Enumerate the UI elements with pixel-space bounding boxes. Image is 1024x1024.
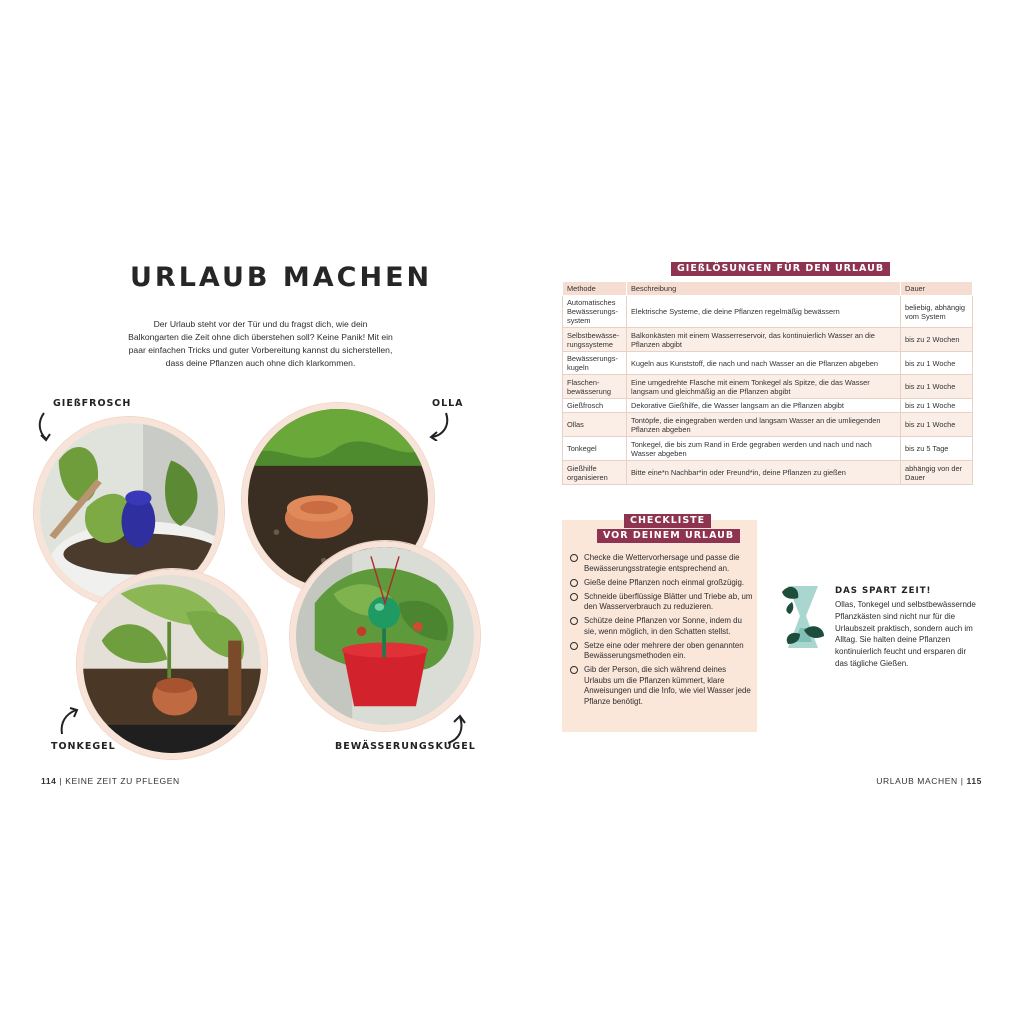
checklist-item-text: Checke die Wettervorhersage und passe die Bewässerungsstrategie entsprechend an. [584,553,740,573]
table-row [563,296,973,328]
checklist-item-text: Schneide überflüssige Blätter und Triebe ab, um den Wasserverbrauch zu reduzieren. [584,591,753,611]
table-row [563,328,973,352]
running-head-left: KEINE ZEIT ZU PFLEGEN [65,776,180,786]
cell-beschreibung: Eine umgedrehte Flasche mit einem Tonkegel als Spitze, die das Wasser langsam und gleichmäßig an die Pflanzen abgibt [627,375,901,399]
cell-beschreibung: Kugeln aus Kunststoff, die nach und nach Wasser an die Pflanzen abgeben [627,352,901,375]
cell-methode: Gießhilfe organisieren [563,461,627,485]
checkbox-circle-icon [570,579,578,587]
checklist-item [570,665,754,707]
cell-dauer: bis zu 1 Woche [901,413,973,437]
checklist-item-text: Schütze deine Pflanzen vor Sonne, indem du sie, wenn möglich, in den Schatten stellst. [584,616,742,636]
header-methode: Methode [563,282,627,296]
checkbox-circle-icon [570,617,578,625]
cell-dauer: bis zu 1 Woche [901,399,973,413]
cell-dauer: bis zu 2 Wochen [901,328,973,352]
label-bewaesserungskugel: BEWÄSSERUNGSKUGEL [335,741,476,752]
label-olla: OLLA [432,398,464,409]
cell-methode: Automatisches Bewässerungssystem [563,296,627,328]
arrow-bewaesserungskugel-icon [444,713,466,745]
table-header-row [563,282,973,296]
checkbox-circle-icon [570,593,578,601]
checklist-title-line2: VOR DEINEM URLAUB [597,529,740,543]
table-row [563,461,973,485]
checklist-item [570,641,754,662]
photo-bewaesserungskugel [290,541,480,731]
cell-methode: Gießfrosch [563,399,627,413]
intro-paragraph: Der Urlaub steht vor der Tür und du fragst dich, wie dein Balkongarten die Zeit ohne dich überstehen soll? Keine Panik! Mit ein paar einfachen Tricks und guter Vorbereitung kannst du sicherstellen, dass deine Pflanzen auch ohne dich klarkommen. [128,319,393,368]
arrow-tonkegel-icon [58,706,80,736]
checkbox-circle-icon [570,642,578,650]
cell-methode: Flaschenbewässerung [563,375,627,399]
cell-beschreibung: Elektrische Systeme, die deine Pflanzen regelmäßig bewässern [627,296,901,328]
tip-title: DAS SPART ZEIT! [835,586,932,596]
hourglass-leaf-icon [780,582,826,652]
header-beschreibung: Beschreibung [627,282,901,296]
cell-beschreibung: Balkonkästen mit einem Wasserreservoir, das kontinuierlich Wasser an die Pflanzen abgibt [627,328,901,352]
table-row [563,437,973,461]
cell-beschreibung: Dekorative Gießhilfe, die Wasser langsam an die Pflanzen abgibt [627,399,901,413]
cell-dauer: bis zu 1 Woche [901,352,973,375]
cell-methode: Selbstbewässerungssysteme [563,328,627,352]
cell-beschreibung: Tontöpfe, die eingegraben werden und langsam Wasser an die umliegenden Pflanzen abgeben [627,413,901,437]
checkbox-circle-icon [570,554,578,562]
cell-methode: Tonkegel [563,437,627,461]
cell-methode: Ollas [563,413,627,437]
cell-dauer: beliebig, abhängig vom System [901,296,973,328]
checklist-title-line1: CHECKLISTE [624,514,711,528]
label-tonkegel: TONKEGEL [51,741,116,752]
checkbox-circle-icon [570,666,578,674]
page-number-left: 114 [41,776,57,786]
cell-beschreibung: Bitte eine*n Nachbar*in oder Freund*in, deine Pflanzen zu gießen [627,461,901,485]
folio-right: URLAUB MACHEN | 115 [876,776,982,786]
table-row [563,413,973,437]
cell-dauer: bis zu 5 Tage [901,437,973,461]
cell-dauer: abhängig von der Dauer [901,461,973,485]
checklist-item [570,616,754,637]
cell-dauer: bis zu 1 Woche [901,375,973,399]
table-title: GIEßLÖSUNGEN FÜR DEN URLAUB [671,262,890,276]
checklist-item [570,578,754,589]
photo-tonkegel [77,569,267,759]
checklist-item [570,553,754,574]
cell-beschreibung: Tonkegel, die bis zum Rand in Erde gegraben werden und nach und nach Wasser abgeben [627,437,901,461]
checklist-item-text: Gieße deine Pflanzen noch einmal großzügig. [584,577,745,587]
running-head-right: URLAUB MACHEN [876,776,958,786]
watering-methods-table [562,281,973,485]
tip-text: Ollas, Tonkegel und selbstbewässernde Pflanzkästen sind nicht nur für die Urlaubszeit praktisch, sondern auch im Alltag. Sie halten deine Pflanzen kontinuierlich feucht und ersparen dir das tägliche Gießen. [835,600,976,668]
folio-left: 114 | KEINE ZEIT ZU PFLEGEN [41,776,180,786]
label-giessfrosch: GIEßFROSCH [53,398,132,409]
arrow-olla-icon [428,411,452,441]
table-row [563,399,973,413]
page-title: URLAUB MACHEN [130,262,433,293]
header-dauer: Dauer [901,282,973,296]
checklist-item [570,592,754,613]
table-row [563,352,973,375]
tonkegel-illustration [83,575,261,753]
page-number-right: 115 [966,776,982,786]
table-row [563,375,973,399]
cell-methode: Bewässerungskugeln [563,352,627,375]
checklist-item-text: Setze eine oder mehrere der oben genannten Bewässerungsmethoden ein. [584,640,744,660]
bewaesserungskugel-illustration [296,547,474,725]
checklist [570,553,754,711]
arrow-giessfrosch-icon [36,411,58,443]
checklist-item-text: Gib der Person, die sich während deines Urlaubs um die Pflanzen kümmert, klare Anweisungen und die Info, wie viel Wasser jede Pflanze benötigt. [584,665,751,706]
